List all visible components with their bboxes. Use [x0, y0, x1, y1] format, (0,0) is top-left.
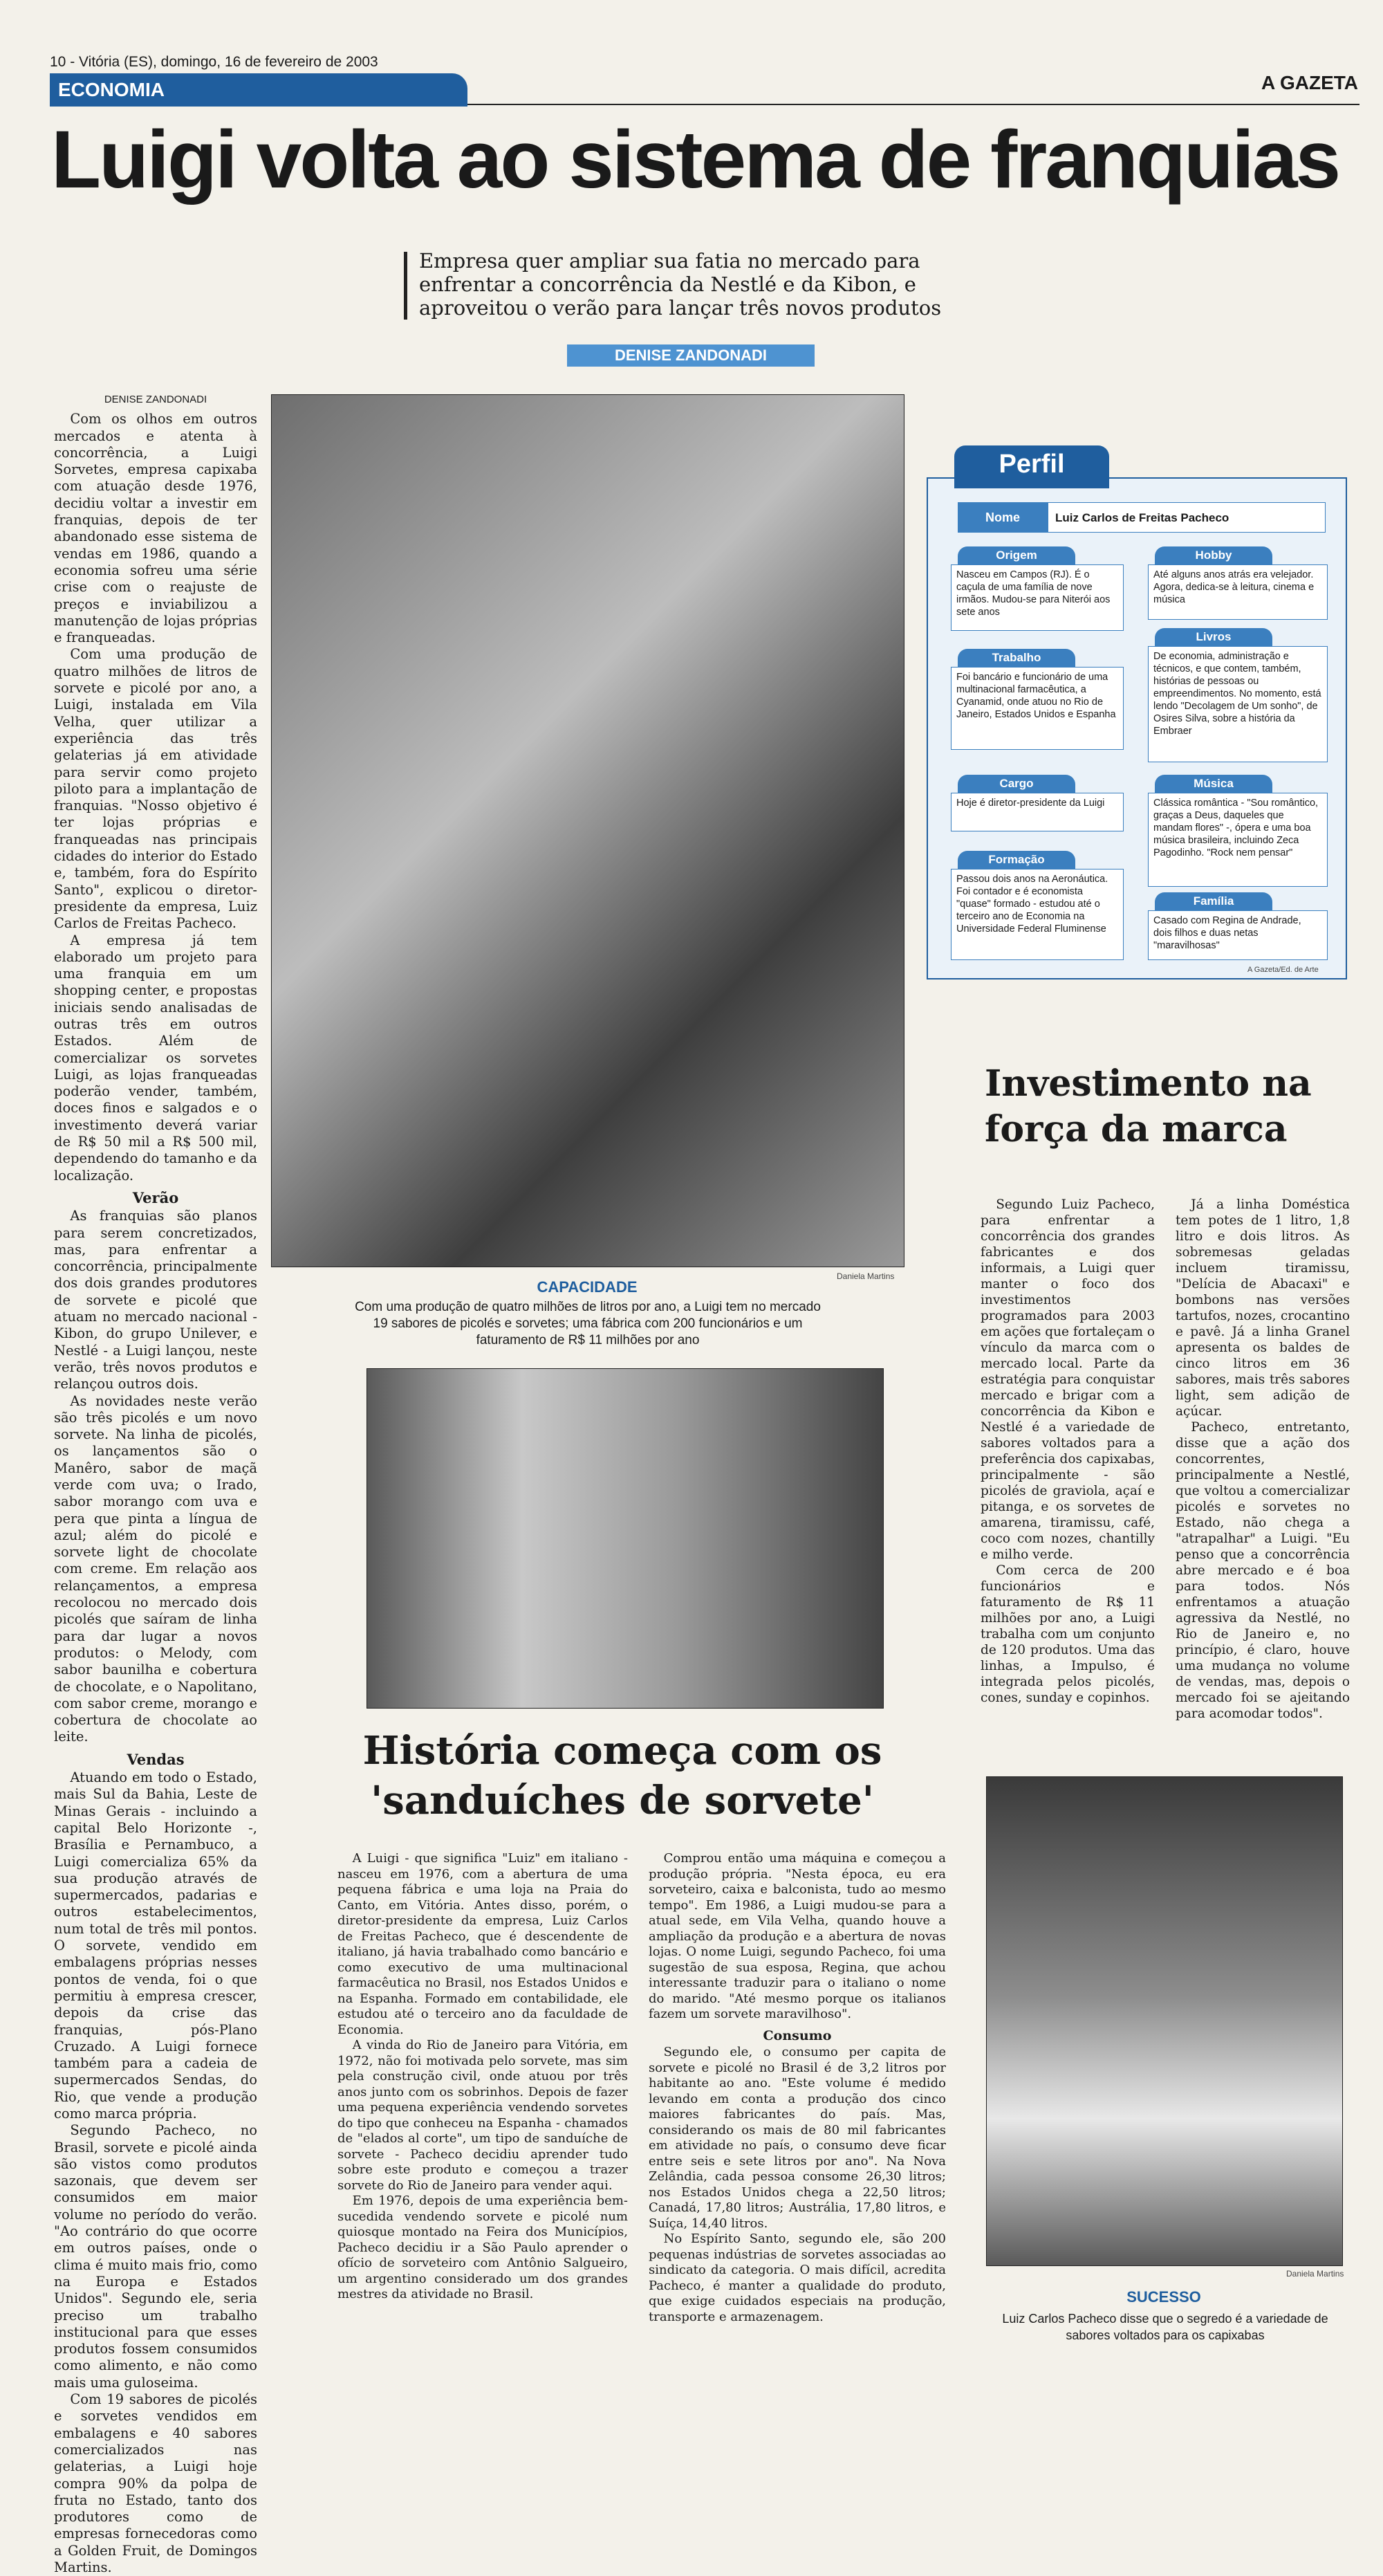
subheading: Consumo — [763, 2027, 832, 2043]
portrait-photo — [986, 1776, 1343, 2266]
deck: Empresa quer ampliar sua fatia no mercado para enfrentar a concorrência da Nestlé e da Kibon, e aproveitou o verão para lançar três novos produtos — [419, 249, 942, 320]
nome-label: Nome — [958, 502, 1048, 533]
paragraph: Já a linha Doméstica tem potes de 1 litro, 1,8 litro e dois litros. As sobremesas geladas incluem tiramissu, "Delícia de Abacaxi" e bombons nas versões tartufos, nozes, crocantino e pavê. Já a linha Granel apresenta os baldes de cinco litros em 36 sabores, mais três sabores light, sem adição de açúcar. — [1176, 1197, 1350, 1419]
paragraph: A empresa já tem elaborado um projeto para uma franquia em um shopping center, e propostas iniciais sendo analisadas de outras três em outros Estados. Além de comercializar os sorvetes Luigi, as lojas franqueadas poderão vender, também, doces finos e salgados e o investimento deverá variar de R$ 50 mil a R$ 500 mil, dependendo do tamanho e da localização. — [54, 932, 257, 1184]
cargo-tab: Cargo — [958, 775, 1075, 793]
byline-badge: DENISE ZANDONADI — [567, 344, 815, 367]
formacao-tab: Formação — [958, 851, 1075, 869]
main-headline: Luigi volta ao sistema de franquias — [51, 114, 1339, 205]
musica-tab: Música — [1155, 775, 1272, 793]
paragraph: No Espírito Santo, segundo ele, são 200 pequenas indústrias de sorvetes associadas ao sindicato da categoria. O mais difícil, acredita Pacheco, é manter a qualidade do produto, que exige cuidados especiais na produção, transporte e armazenagem. — [649, 2232, 946, 2324]
photo-caption: Com uma produção de quatro milhões de litros por ano, a Luigi tem no mercado 19 sabores de picolés e sorvetes; uma fábrica com 200 funcionários e um faturamento de R$ 11 milhões por ano — [355, 1300, 821, 1347]
paragraph: Com 19 sabores de picolés e sorvetes vendidos em embalagens e 40 sabores comercializados nas gelaterias, a Luigi hoje compra 90% da polpa de fruta no Estado, tanto dos produtores como de empresas fornecedoras como a Golden Fruit, de Domingos Martins. — [54, 2391, 257, 2575]
hobby-text: Até alguns anos atrás era velejador. Agora, dedica-se à leitura, cinema e música — [1148, 564, 1328, 620]
paragraph: Atuando em todo o Estado, mais Sul da Bahia, Leste de Minas Gerais - incluindo a capital Belo Horizonte -, Brasília e Pernambuco, a Luigi comercializa 65% da sua produção através de supermercados, padarias e outros estabelecimentos, num total de três mil pontos. O sorvete, vendido em embalagens próprias nesses pontos de venda, foi o que permitiu à empresa crescer, depois da crise das franquias, pós-Plano Cruzado. A Luigi fornece também para a cadeia de supermercados Sendas, do Rio, que vende a produção como marca própria. — [54, 1769, 257, 2122]
page-dateline: 10 - Vitória (ES), domingo, 16 de fevereiro de 2003 — [50, 54, 378, 70]
investimento-headline: Investimento na força da marca — [985, 1062, 1312, 1150]
section-label: ECONOMIA — [58, 79, 165, 100]
familia-tab: Família — [1155, 892, 1272, 910]
trabalho-tab: Trabalho — [958, 649, 1075, 667]
main-article-column — [54, 392, 257, 2576]
perfil-title: Perfil — [999, 450, 1065, 479]
trabalho-text: Foi bancário e funcionário de uma multinacional farmacêutica, a Cyanamid, onde atuou no Rio de Janeiro, Estados Unidos e Espanha — [951, 667, 1124, 750]
subheading: Vendas — [127, 1750, 185, 1768]
origem-text: Nasceu em Campos (RJ). É o caçula de uma família de nove irmãos. Mudou-se para Niterói aos sete anos — [951, 564, 1124, 631]
historia-col-1 — [337, 1851, 628, 2303]
portrait-caption-title: SUCESSO — [1126, 2288, 1201, 2306]
portrait-credit: Daniela Martins — [1286, 2269, 1344, 2279]
cargo-text: Hoje é diretor-presidente da Luigi — [951, 793, 1124, 831]
paragraph: As novidades neste verão são três picolés e um novo sorvete. Na linha de picolés, os lançamentos são o Manêro, sabor de maçã verde com uva; o Irado, sabor morango com uva e pera que pinta a língua de azul; além do picolé e sorvete light de chocolate com creme. Em relação aos relançamentos, a empresa recolocou no mercado dois picolés que saíram de linha para dar lugar a novos produtos: o Melody, com sabor baunilha e cobertura de chocolate, e o Napolitano, com sabor creme, morango e cobertura de chocolate ao leite. — [54, 1392, 257, 1745]
paragraph: Segundo Pacheco, no Brasil, sorvete e picolé ainda são vistos como produtos sazonais, que devem ser consumidos em maior volume no período do verão. "Ao contrário do que ocorre em outros países, onde o clima é muito mais frio, como na Europa e Estados Unidos". Segundo ele, seria preciso um trabalho institucional para que esses produtos fossem consumidos como alimento, e não como mais uma guloseima. — [54, 2122, 257, 2391]
perfil-credit: A Gazeta/Ed. de Arte — [1247, 966, 1319, 974]
photo-credit: Daniela Martins — [837, 1271, 895, 1281]
historia-col-2 — [649, 1851, 946, 2325]
paragraph: Pacheco, entretanto, disse que a ação dos concorrentes, principalmente a Nestlé, que voltou a comercializar picolés e sorvetes no Estado, não chega a "atrapalhar" a Luigi. "Eu penso que a concorrência abre mercado e é boa para todos. Nós enfrentamos a atuação agressiva da Nestlé, no Rio de Janeiro e, no princípio, é claro, houve uma mudança no volume de vendas, mas, depois o mercado foi se ajeitando para acomodar todos". — [1176, 1420, 1350, 1721]
investimento-col-2 — [1176, 1197, 1350, 1722]
nome-value: Luiz Carlos de Freitas Pacheco — [1048, 502, 1326, 533]
hobby-tab: Hobby — [1155, 546, 1272, 564]
header-rule — [467, 104, 1359, 105]
paragraph: Com cerca de 200 funcionários e faturamento de R$ 11 milhões por ano, a Luigi trabalha com um conjunto de 120 produtos. Uma das linhas, a Impulso, é integrada pelos picolés, cones, sunday e copinhos. — [981, 1563, 1155, 1705]
deck-bar — [404, 252, 407, 320]
origem-tab: Origem — [958, 546, 1075, 564]
caption-title: CAPACIDADE — [537, 1278, 638, 1296]
paragraph: Comprou então uma máquina e começou a produção própria. "Nesta época, eu era sorveteiro, caixa e balconista, tudo ao mesmo tempo". Em 1986, a Luigi mudou-se para a atual sede, em Vila Velha, quando houve a ampliação da produção e a abertura de novas lojas. O nome Luigi, segundo Pacheco, foi uma sugestão de sua esposa, Regina, que achou interessante traduzir para o italiano o nome do marido. "Até mesmo porque os italianos fazem um sorvete maravilhoso". — [649, 1851, 946, 2021]
formacao-text: Passou dois anos na Aeronáutica. Foi contador e é economista "quase" formado - estudou até o terceiro ano de Economia na Universidade Federal Fluminense — [951, 869, 1124, 960]
livros-text: De economia, administração e técnicos, e que contem, também, histórias de pessoas ou empreendimentos. No momento, está lendo "Decolagem de Um sonho", de Osires Silva, sobre a história da Embraer — [1148, 646, 1328, 762]
familia-text: Casado com Regina de Andrade, dois filhos e duas netas "maravilhosas" — [1148, 910, 1328, 960]
paragraph: Com uma produção de quatro milhões de litros de sorvete e picolé por ano, a Luigi, instalada em Vila Velha, quer utilizar a experiência das três gelaterias já em atividade para servir como projeto piloto para a implantação de franquias. "Nosso objetivo é ter lojas próprias e franqueadas nas principais cidades do interior do Estado e, também, fora do Espírito Santo", explicou o diretor-presidente da empresa, Luiz Carlos de Freitas Pacheco. — [54, 646, 257, 932]
paragraph: Em 1976, depois de uma experiência bem-sucedida vendendo sorvete e picolé num quiosque montado na Feira dos Municípios, Pacheco decidiu ir a São Paulo aprender o ofício de sorveteiro com Antônio Salgueiro, um argentino considerado um dos grandes mestres da atividade no Brasil. — [337, 2193, 628, 2301]
historia-headline-1: História começa com os — [362, 1728, 882, 1774]
author: DENISE ZANDONADI — [104, 394, 207, 405]
paragraph: A vinda do Rio de Janeiro para Vitória, em 1972, não foi motivada pelo sorvete, mas sim pela construção civil, onde atuou por três anos junto com os sobrinhos. Depois de fazer uma pequena experiência vendendo sorvetes do tipo que conheceu na Espanha - chamados de "elados al corte", um tipo de sanduíche de sorvete - Pacheco decidiu aprender tudo sobre este produto e começou a trazer sorvete do Rio de Janeiro para vender aqui. — [337, 2038, 628, 2193]
paragraph: Com os olhos em outros mercados e atenta à concorrência, a Luigi Sorvetes, empresa capixaba com atuação desde 1976, decidiu voltar a investir em franquias, depois de ter abandonado esse sistema de vendas em 1986, quando a economia sofreu uma série crise com o reajuste de preços e inviabilizou a manutenção de lojas próprias e franqueadas. — [54, 411, 257, 646]
paragraph: Segundo ele, o consumo per capita de sorvete e picolé no Brasil é de 3,2 litros por habitante ao ano. "Este volume é medido levando em conta a produção dos cinco maiores fabricantes do país. Mas, considerando os mais de 80 mil fabricantes em atividade no país, o consumo deve ficar entre seis e sete litros por ano". Na Nova Zelândia, cada pessoa consome 26,30 litros; nos Estados Unidos chega a 22,50 litros; Canadá, 17,80 litros; Austrália, 17,80 litros, e Suíça, 14,40 litros. — [649, 2045, 946, 2231]
livros-tab: Livros — [1155, 628, 1272, 646]
subheading: Verão — [132, 1188, 179, 1206]
portrait-caption: Luiz Carlos Pacheco disse que o segredo é a variedade de sabores voltados para os capixabas — [1002, 2312, 1328, 2342]
investimento-col-1 — [981, 1197, 1155, 1706]
paragraph: As franquias são planos para serem concretizados, mas, para enfrentar a concorrência, principalmente dos dois grandes produtores de sorvete e picolé que atuam no mercado nacional - Kibon, do grupo Unilever, e Nestlé - a Luigi lançou, neste verão, três novos produtos e relançou outros dois. — [54, 1208, 257, 1392]
historia-headline-2: 'sanduíches de sorvete' — [371, 1778, 874, 1823]
ice-cream-photo — [366, 1368, 884, 1709]
paragraph: Segundo Luiz Pacheco, para enfrentar a concorrência dos grandes fabricantes e dos informais, a Luigi quer manter o foco dos investimentos programados para 2003 em ações que fortaleçam o vínculo da marca com o mercado local. Parte da estratégia para conquistar mercado e brigar com a concorrência da Kibon e Nestlé é a variedade de sabores voltados para a preferência dos capixabas, principalmente - são picolés de graviola, açaí e pitanga, e os sorvetes de amarena, tiramissu, café, coco com nozes, chantilly e milho verde. — [981, 1197, 1155, 1562]
newspaper-name: A GAZETA — [1261, 72, 1358, 93]
factory-photo — [271, 394, 904, 1267]
paragraph: A Luigi - que significa "Luiz" em italiano - nasceu em 1976, com a abertura de uma pequena fábrica e uma loja na Praia do Canto, em Vitória. Antes disso, porém, o diretor-presidente da empresa, Luiz Carlos de Freitas Pacheco, que é descendente de italiano, já havia trabalhado como bancário e como executivo de uma multinacional farmacêutica no Brasil, nos Estados Unidos e na Espanha. Formado em contabilidade, ele estudou até o terceiro ano da faculdade de Economia. — [337, 1851, 628, 2037]
musica-text: Clássica romântica - "Sou romântico, graças a Deus, daqueles que mandam flores" -, ópera e uma boa música brasileira, incluindo Zeca Pagodinho. "Rock nem pensar" — [1148, 793, 1328, 887]
